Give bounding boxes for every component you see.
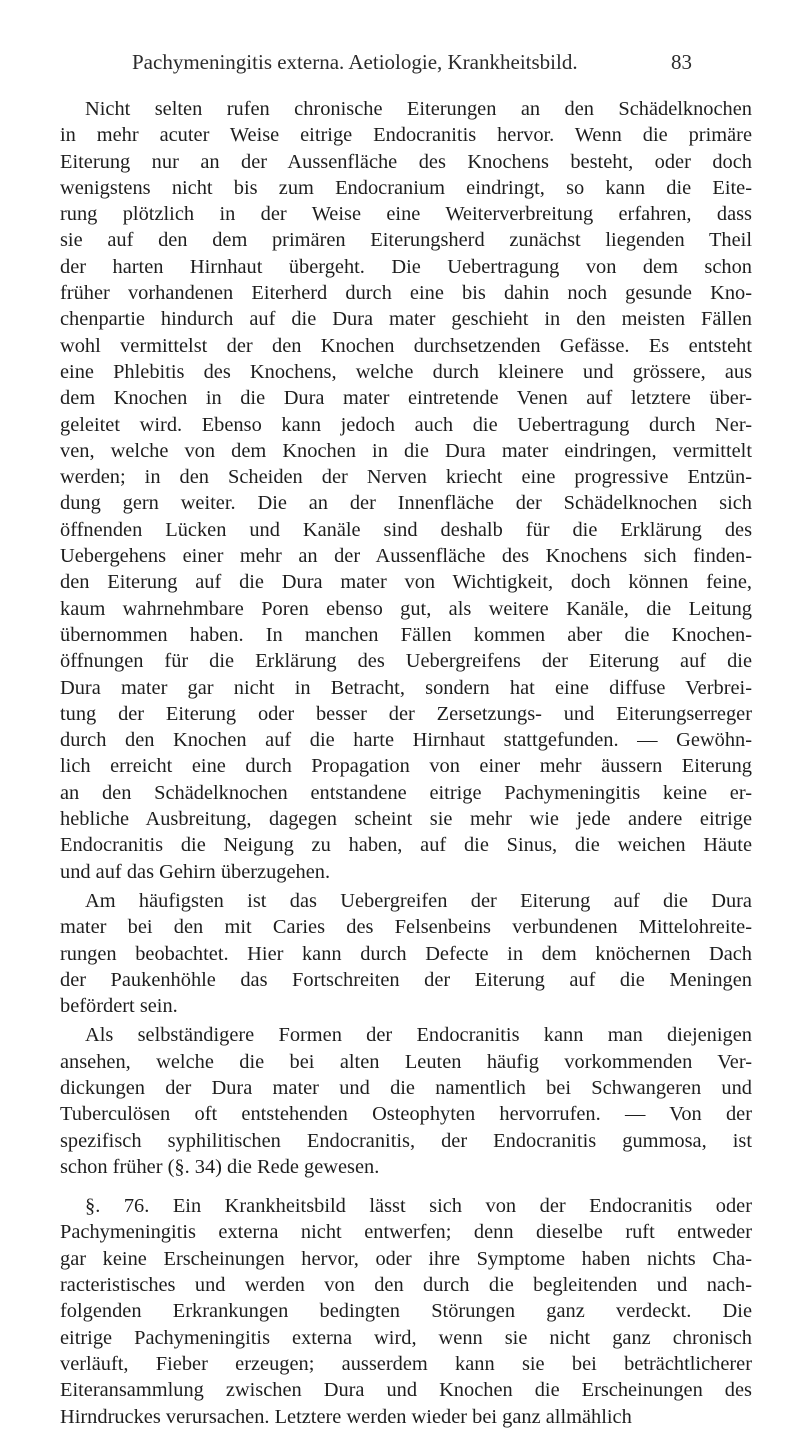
text-line: dung gern weiter. Die an der Innenfläche der Schädelknochen sich: [60, 492, 752, 515]
text-line: verläuft, Fieber erzeugen; ausserdem kann sie bei beträchtlicherer: [60, 1352, 752, 1375]
running-head-title: Pachymeningitis externa. Aetiologie, Krankheitsbild.: [132, 50, 578, 74]
text-line: in mehr acuter Weise eitrige Endocranitis hervor. Wenn die primäre: [60, 124, 752, 147]
paragraph-gap: [60, 1180, 752, 1193]
text-line: geleitet wird. Ebenso kann jedoch auch die Uebertragung durch Ner-: [60, 413, 752, 436]
text-line: wenigstens nicht bis zum Endocranium eindringt, so kann die Eite-: [60, 176, 752, 199]
text-line: der harten Hirnhaut übergeht. Die Uebertragung von dem schon: [60, 255, 752, 278]
text-line: rung plötzlich in der Weise eine Weiterverbreitung erfahren, dass: [60, 203, 752, 226]
text-line: rungen beobachtet. Hier kann durch Defecte in dem knöchernen Dach: [60, 942, 752, 965]
text-line: dickungen der Dura mater und die namentlich bei Schwangeren und: [60, 1076, 752, 1099]
text-line: ansehen, welche die bei alten Leuten häufig vorkommenden Ver-: [60, 1050, 752, 1073]
text-line: lich erreicht eine durch Propagation von einer mehr äussern Eiterung: [60, 755, 752, 778]
paragraph: [60, 1193, 752, 1430]
text-line: Hirndruckes verursachen. Letztere werden wieder bei ganz allmählich: [60, 1405, 632, 1428]
text-line: an den Schädelknochen entstandene eitrige Pachymeningitis keine er-: [60, 781, 752, 804]
text-line: ven, welche von dem Knochen in die Dura mater eindringen, vermittelt: [60, 439, 752, 462]
text-line: Eiteransammlung zwischen Dura und Knochen die Erscheinungen des: [60, 1379, 752, 1402]
text-line: tung der Eiterung oder besser der Zersetzungs- und Eiterungserreger: [60, 702, 752, 725]
text-line: folgenden Erkrankungen bedingten Störungen ganz verdeckt. Die: [60, 1300, 752, 1323]
text-line: öffnungen für die Erklärung des Uebergreifens der Eiterung auf die: [60, 650, 752, 673]
text-line: eine Phlebitis des Knochens, welche durch kleinere und grössere, aus: [60, 360, 752, 383]
text-line: Am häufigsten ist das Uebergreifen der Eiterung auf die Dura: [85, 889, 752, 912]
text-line: sie auf den dem primären Eiterungsherd zunächst liegenden Theil: [60, 229, 752, 252]
page-number: 83: [671, 50, 692, 74]
text-line: übernommen haben. In manchen Fällen kommen aber die Knochen-: [60, 623, 752, 646]
text-line: §. 76. Ein Krankheitsbild lässt sich von der Endocranitis oder: [85, 1195, 752, 1218]
text-line: Pachymeningitis externa nicht entwerfen; denn dieselbe ruft entweder: [60, 1221, 752, 1244]
text-line: kaum wahrnehmbare Poren ebenso gut, als weitere Kanäle, die Leitung: [60, 597, 752, 620]
text-line: den Eiterung auf die Dura mater von Wichtigkeit, doch können feine,: [60, 571, 752, 594]
text-line: Eiterung nur an der Aussenfläche des Knochens besteht, oder doch: [60, 150, 752, 173]
running-head: [132, 50, 692, 80]
text-line: früher vorhandenen Eiterherd durch eine bis dahin noch gesunde Kno-: [60, 282, 752, 305]
text-line: Endocranitis die Neigung zu haben, auf die Sinus, die weichen Häute: [60, 834, 752, 857]
text-line: Als selbständigere Formen der Endocranitis kann man diejenigen: [85, 1024, 752, 1047]
text-line: Nicht selten rufen chronische Eiterungen an den Schädelknochen: [85, 98, 752, 120]
paragraph: [60, 96, 752, 885]
text-line: dem Knochen in die Dura mater eintretende Venen auf letztere über-: [60, 387, 752, 410]
text-line: befördert sein.: [60, 995, 178, 1018]
text-line: mater bei den mit Caries des Felsenbeins verbundenen Mittelohreite-: [60, 916, 752, 939]
text-line: wohl vermittelst der den Knochen durchsetzenden Gefässe. Es entsteht: [60, 334, 752, 357]
text-line: schon früher (§. 34) die Rede gewesen.: [60, 1155, 380, 1178]
body-text: [60, 96, 752, 1430]
text-line: chenpartie hindurch auf die Dura mater geschieht in den meisten Fällen: [60, 308, 752, 331]
text-line: racteristisches und werden von den durch die begleitenden und nach-: [60, 1274, 752, 1297]
text-line: hebliche Ausbreitung, dagegen scheint sie mehr wie jede andere eitrige: [60, 808, 752, 831]
text-line: Dura mater gar nicht in Betracht, sondern hat eine diffuse Verbrei-: [60, 676, 752, 699]
text-line: öffnenden Lücken und Kanäle sind deshalb für die Erklärung des: [60, 518, 752, 541]
paragraph: [60, 888, 752, 1019]
text-line: der Paukenhöhle das Fortschreiten der Eiterung auf die Meningen: [60, 968, 752, 991]
text-line: und auf das Gehirn überzugehen.: [60, 860, 331, 883]
text-line: Uebergehens einer mehr an der Aussenfläche des Knochens sich finden-: [60, 545, 752, 568]
text-line: gar keine Erscheinungen hervor, oder ihre Symptome haben nichts Cha-: [60, 1247, 752, 1270]
text-line: werden; in den Scheiden der Nerven kriecht eine progressive Entzün-: [60, 466, 752, 489]
paragraph: [60, 1022, 752, 1180]
text-line: spezifisch syphilitischen Endocranitis, der Endocranitis gummosa, ist: [60, 1129, 752, 1152]
text-line: eitrige Pachymeningitis externa wird, wenn sie nicht ganz chronisch: [60, 1326, 752, 1349]
text-line: Tuberculösen oft entstehenden Osteophyten hervorrufen. — Von der: [60, 1103, 752, 1126]
text-line: durch den Knochen auf die harte Hirnhaut stattgefunden. — Gewöhn-: [60, 729, 752, 752]
